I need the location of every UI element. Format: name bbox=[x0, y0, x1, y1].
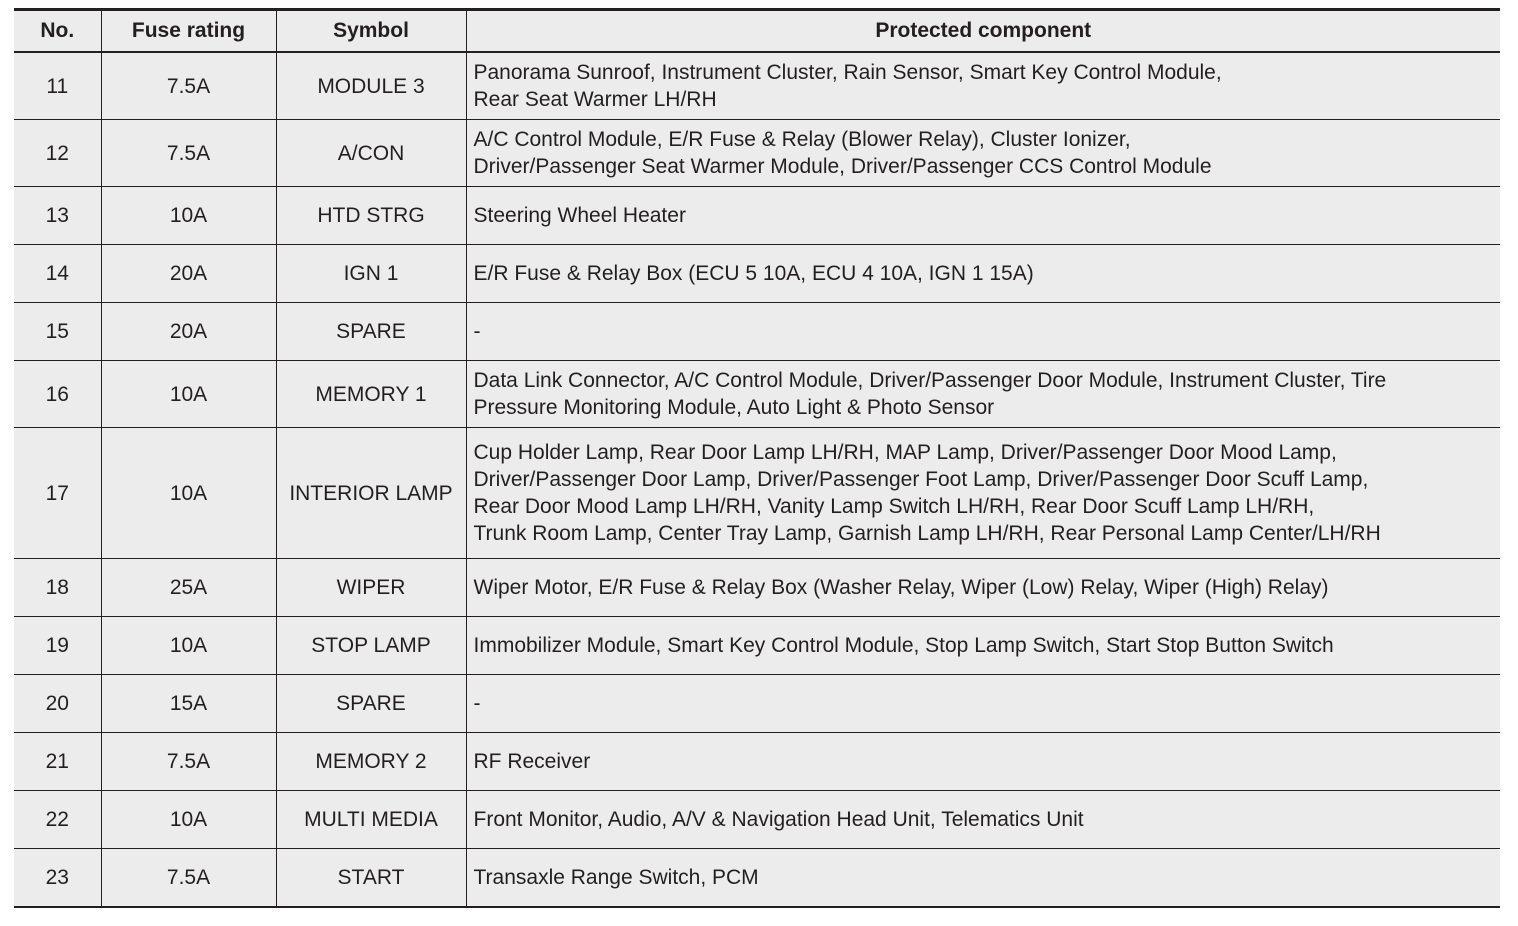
cell-fuse-rating: 20A bbox=[101, 303, 276, 361]
component-line: Rear Door Mood Lamp LH/RH, Vanity Lamp Switch LH/RH, Rear Door Scuff Lamp LH/RH, bbox=[473, 495, 1315, 518]
cell-symbol: MODULE 3 bbox=[276, 52, 466, 120]
cell-no: 19 bbox=[14, 617, 101, 675]
cell-protected-component bbox=[466, 791, 1500, 849]
table-row bbox=[14, 849, 1500, 908]
cell-symbol: MEMORY 1 bbox=[276, 361, 466, 428]
cell-fuse-rating: 7.5A bbox=[101, 52, 276, 120]
cell-symbol: STOP LAMP bbox=[276, 617, 466, 675]
cell-protected-component bbox=[466, 617, 1500, 675]
cell-protected-component bbox=[466, 245, 1500, 303]
component-line: A/C Control Module, E/R Fuse & Relay (Blower Relay), Cluster Ionizer, bbox=[473, 128, 1131, 151]
cell-symbol: HTD STRG bbox=[276, 187, 466, 245]
table-row bbox=[14, 791, 1500, 849]
cell-no: 20 bbox=[14, 675, 101, 733]
table-header bbox=[14, 10, 1500, 53]
cell-no: 17 bbox=[14, 428, 101, 559]
table-row bbox=[14, 245, 1500, 303]
header-protected-component: Protected component bbox=[466, 10, 1500, 53]
cell-protected-component bbox=[466, 675, 1500, 733]
cell-fuse-rating: 7.5A bbox=[101, 120, 276, 187]
table-row bbox=[14, 559, 1500, 617]
cell-symbol: SPARE bbox=[276, 675, 466, 733]
cell-fuse-rating: 10A bbox=[101, 791, 276, 849]
component-line: Front Monitor, Audio, A/V & Navigation Head Unit, Telematics Unit bbox=[473, 808, 1084, 831]
component-line: Cup Holder Lamp, Rear Door Lamp LH/RH, MAP Lamp, Driver/Passenger Door Mood Lamp, bbox=[473, 441, 1337, 464]
component-line: Wiper Motor, E/R Fuse & Relay Box (Washer Relay, Wiper (Low) Relay, Wiper (High) Relay) bbox=[473, 576, 1329, 599]
header-fuse-rating: Fuse rating bbox=[101, 10, 276, 53]
cell-symbol: MEMORY 2 bbox=[276, 733, 466, 791]
cell-protected-component bbox=[466, 187, 1500, 245]
cell-symbol: IGN 1 bbox=[276, 245, 466, 303]
table-row bbox=[14, 617, 1500, 675]
cell-no: 13 bbox=[14, 187, 101, 245]
table-row bbox=[14, 675, 1500, 733]
cell-no: 21 bbox=[14, 733, 101, 791]
component-line: Rear Seat Warmer LH/RH bbox=[473, 88, 717, 111]
cell-protected-component bbox=[466, 849, 1500, 908]
component-line: E/R Fuse & Relay Box (ECU 5 10A, ECU 4 10A, IGN 1 15A) bbox=[473, 262, 1034, 285]
table-row bbox=[14, 187, 1500, 245]
cell-symbol: SPARE bbox=[276, 303, 466, 361]
cell-no: 12 bbox=[14, 120, 101, 187]
cell-symbol: START bbox=[276, 849, 466, 908]
component-line: RF Receiver bbox=[473, 750, 591, 773]
cell-protected-component bbox=[466, 52, 1500, 120]
table-row bbox=[14, 303, 1500, 361]
table-row bbox=[14, 52, 1500, 120]
cell-protected-component bbox=[466, 120, 1500, 187]
component-line: Driver/Passenger Door Lamp, Driver/Passenger Foot Lamp, Driver/Passenger Door Scuff Lamp, bbox=[473, 468, 1369, 491]
cell-no: 16 bbox=[14, 361, 101, 428]
cell-no: 23 bbox=[14, 849, 101, 908]
cell-no: 15 bbox=[14, 303, 101, 361]
cell-symbol: WIPER bbox=[276, 559, 466, 617]
table-row bbox=[14, 361, 1500, 428]
component-line: Steering Wheel Heater bbox=[473, 204, 686, 227]
component-line: Panorama Sunroof, Instrument Cluster, Rain Sensor, Smart Key Control Module, bbox=[473, 61, 1222, 84]
cell-fuse-rating: 25A bbox=[101, 559, 276, 617]
table-body bbox=[14, 52, 1500, 907]
cell-protected-component bbox=[466, 428, 1500, 559]
cell-fuse-rating: 7.5A bbox=[101, 733, 276, 791]
cell-no: 11 bbox=[14, 52, 101, 120]
cell-fuse-rating: 10A bbox=[101, 428, 276, 559]
cell-fuse-rating: 15A bbox=[101, 675, 276, 733]
component-line: - bbox=[473, 320, 481, 343]
cell-symbol: A/CON bbox=[276, 120, 466, 187]
component-line: Transaxle Range Switch, PCM bbox=[473, 866, 759, 889]
component-line: - bbox=[473, 692, 481, 715]
cell-no: 14 bbox=[14, 245, 101, 303]
cell-protected-component bbox=[466, 303, 1500, 361]
cell-fuse-rating: 10A bbox=[101, 617, 276, 675]
cell-fuse-rating: 10A bbox=[101, 361, 276, 428]
table-row bbox=[14, 733, 1500, 791]
component-line: Immobilizer Module, Smart Key Control Module, Stop Lamp Switch, Start Stop Button Switch bbox=[473, 634, 1334, 657]
header-no: No. bbox=[14, 10, 101, 53]
header-symbol: Symbol bbox=[276, 10, 466, 53]
component-line: Data Link Connector, A/C Control Module, Driver/Passenger Door Module, Instrument Cluster, Tire bbox=[473, 369, 1387, 392]
cell-no: 18 bbox=[14, 559, 101, 617]
component-line: Driver/Passenger Seat Warmer Module, Driver/Passenger CCS Control Module bbox=[473, 155, 1212, 178]
cell-fuse-rating: 10A bbox=[101, 187, 276, 245]
cell-protected-component bbox=[466, 361, 1500, 428]
cell-fuse-rating: 7.5A bbox=[101, 849, 276, 908]
cell-protected-component bbox=[466, 733, 1500, 791]
cell-fuse-rating: 20A bbox=[101, 245, 276, 303]
component-line: Pressure Monitoring Module, Auto Light & Photo Sensor bbox=[473, 396, 995, 419]
table-row bbox=[14, 428, 1500, 559]
table-row bbox=[14, 120, 1500, 187]
cell-symbol: MULTI MEDIA bbox=[276, 791, 466, 849]
component-line: Trunk Room Lamp, Center Tray Lamp, Garnish Lamp LH/RH, Rear Personal Lamp Center/LH/RH bbox=[473, 522, 1381, 545]
fuse-table bbox=[14, 8, 1500, 908]
cell-protected-component bbox=[466, 559, 1500, 617]
header-row bbox=[14, 10, 1500, 53]
cell-no: 22 bbox=[14, 791, 101, 849]
cell-symbol: INTERIOR LAMP bbox=[276, 428, 466, 559]
